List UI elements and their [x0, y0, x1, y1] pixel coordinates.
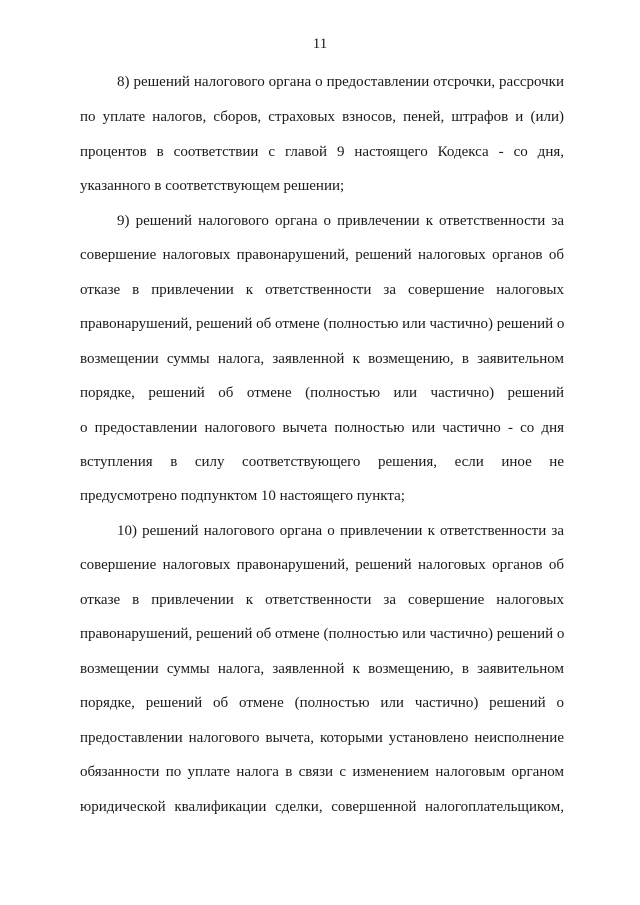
paragraph-9-line: предусмотрено подпунктом 10 настоящего пункта; — [80, 488, 405, 504]
paragraph-8-line: процентов в соответствии с главой 9 настоящего Кодекса - со дня, — [80, 144, 564, 160]
paragraph-9-line: возмещении суммы налога, заявленной к возмещению, в заявительном — [80, 351, 564, 367]
paragraph-10-line: возмещении суммы налога, заявленной к возмещению, в заявительном — [80, 661, 564, 677]
page-number: 11 — [312, 36, 328, 52]
paragraph-10-line: совершение налоговых правонарушений, решений налоговых органов об — [80, 557, 564, 573]
paragraph-9-line: о предоставлении налогового вычета полностью или частично - со дня — [80, 420, 564, 436]
paragraph-9-line: правонарушений, решений об отмене (полностью или частично) решений о — [80, 316, 565, 332]
paragraph-8-line: указанного в соответствующем решении; — [80, 178, 345, 194]
paragraph-9-line: отказе в привлечении к ответственности за совершение налоговых — [80, 282, 564, 298]
paragraph-8-line: 8) решений налогового органа о предоставлении отсрочки, рассрочки — [117, 74, 564, 90]
paragraph-10-line: 10) решений налогового органа о привлечении к ответственности за — [117, 523, 564, 539]
paragraph-9-line: 9) решений налогового органа о привлечении к ответственности за — [117, 213, 564, 229]
paragraph-9-line: совершение налоговых правонарушений, решений налоговых органов об — [80, 247, 564, 263]
paragraph-10-line: порядке, решений об отмене (полностью или частично) решений о — [80, 695, 564, 711]
paragraph-10-line: юридической квалификации сделки, совершенной налогоплательщиком, — [80, 799, 564, 815]
paragraph-10-line: отказе в привлечении к ответственности за совершение налоговых — [80, 592, 564, 608]
paragraph-10-line: обязанности по уплате налога в связи с изменением налоговым органом — [80, 764, 564, 780]
paragraph-8-line: по уплате налогов, сборов, страховых взносов, пеней, штрафов и (или) — [80, 109, 564, 125]
paragraph-9-line: порядке, решений об отмене (полностью или частично) решений — [80, 385, 564, 401]
paragraph-10-line: предоставлении налогового вычета, которыми установлено неисполнение — [80, 730, 564, 746]
paragraph-10-line: правонарушений, решений об отмене (полностью или частично) решений о — [80, 626, 565, 642]
paragraph-9-line: вступления в силу соответствующего решения, если иное не — [80, 454, 564, 470]
